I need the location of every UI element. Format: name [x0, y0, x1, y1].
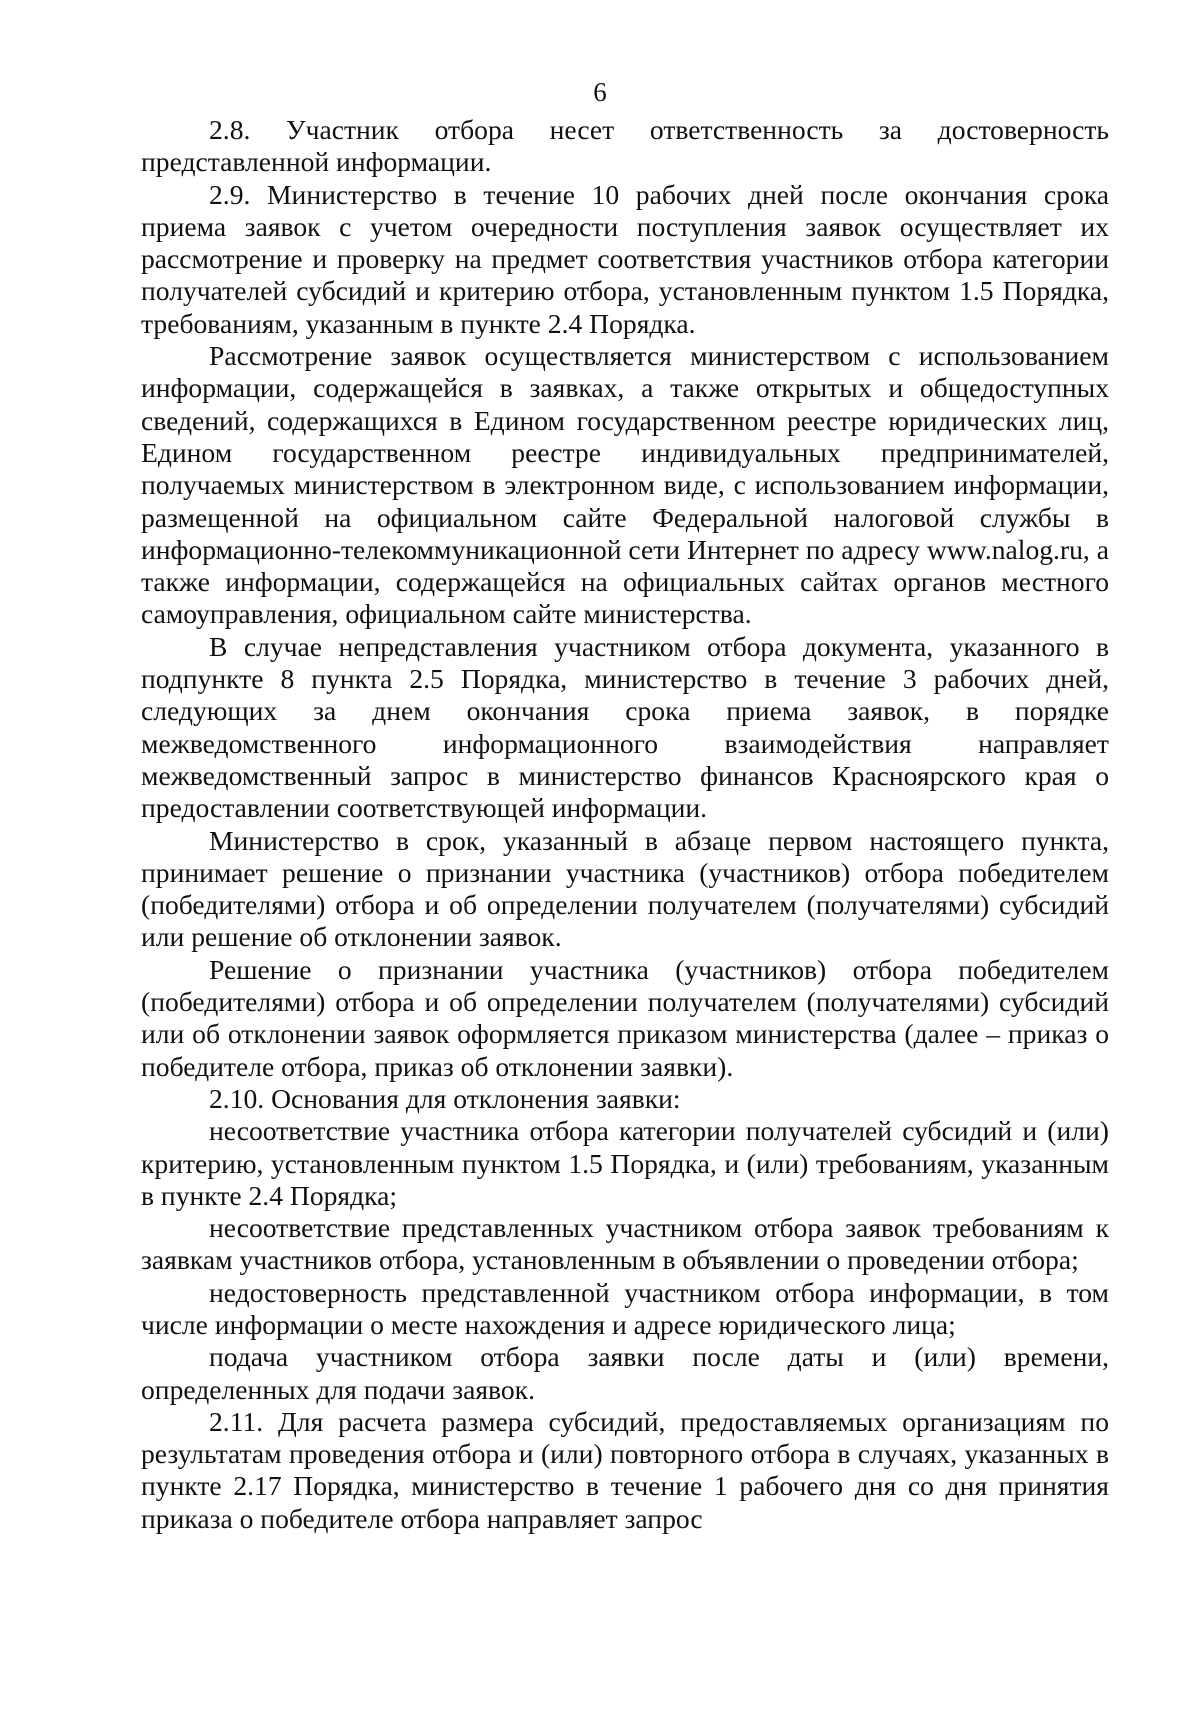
- paragraph-review-of-applications: Рассмотрение заявок осуществляется министерством с использованием информации, содержащейся в заявках, а также открытых и общедоступных сведений, содержащихся в Едином государственном реестре юридических лиц, Едином государственном реестре индивидуальных предпринимателей, получаемых министерством в электронном виде, с использованием информации, размещенной на официальном сайте Федеральной налоговой службы в информационно-телекоммуникационной сети Интернет по адресу www.nalog.ru, а также информации, содержащейся на официальных сайтах органов местного самоуправления, официальном сайте министерства.: [141, 340, 1109, 630]
- paragraph-decision-deadline: Министерство в срок, указанный в абзаце первом настоящего пункта, принимает решение о признании участника (участников) отбора победителем (победителями) отбора и об определении получателем (получателями) субсидий или решение об отклонении заявок.: [141, 824, 1109, 953]
- paragraph-decision-order: Решение о признании участника (участников) отбора победителем (победителями) отбора и об определении получателем (получателями) субсидий или об отклонении заявок оформляется приказом министерства (далее – приказ о победителе отбора, приказ об отклонении заявки).: [141, 953, 1109, 1082]
- paragraph-2-10-heading: 2.10. Основания для отклонения заявки:: [209, 1082, 681, 1114]
- rejection-reason-2: несоответствие представленных участником отбора заявок требованиям к заявкам участников отбора, установленным в объявлении о проведении отбора;: [141, 1212, 1109, 1276]
- rejection-reason-3: недостоверность представленной участником отбора информации, в том числе информации о месте нахождения и адресе юридического лица;: [141, 1276, 1109, 1340]
- paragraph-interdepartmental-request: В случае непредставления участником отбора документа, указанного в подпункте 8 пункта 2.5 Порядка, министерство в течение 3 рабочих дней, следующих за днем окончания срока приема заявок, в порядке межведомственного информационного взаимодействия направляет межведомственный запрос в министерство финансов Красноярского края о предоставлении соответствующей информации.: [141, 630, 1109, 824]
- document-body: [141, 114, 1109, 1535]
- paragraph-2-9: 2.9. Министерство в течение 10 рабочих дней после окончания срока приема заявок с учетом очередности поступления заявок осуществляет их рассмотрение и проверку на предмет соответствия участников отбора категории получателей субсидий и критерию отбора, установленным пунктом 1.5 Порядка, требованиям, указанным в пункте 2.4 Порядка.: [141, 178, 1109, 339]
- rejection-reason-1: несоответствие участника отбора категории получателей субсидий и (или) критерию, установленным пунктом 1.5 Порядка, и (или) требованиям, указанным в пункте 2.4 Порядка;: [141, 1115, 1109, 1211]
- rejection-reason-4: подача участником отбора заявки после даты и (или) времени, определенных для подачи заявок.: [141, 1341, 1109, 1405]
- paragraph-2-8: 2.8. Участник отбора несет ответственность за достоверность представленной информации.: [141, 114, 1109, 178]
- paragraph-2-11: 2.11. Для расчета размера субсидий, предоставляемых организациям по результатам проведения отбора и (или) повторного отбора в случаях, указанных в пункте 2.17 Порядка, министерство в течение 1 рабочего дня со дня принятия приказа о победителе отбора направляет запрос: [141, 1405, 1109, 1534]
- page-number: 6: [593, 77, 607, 107]
